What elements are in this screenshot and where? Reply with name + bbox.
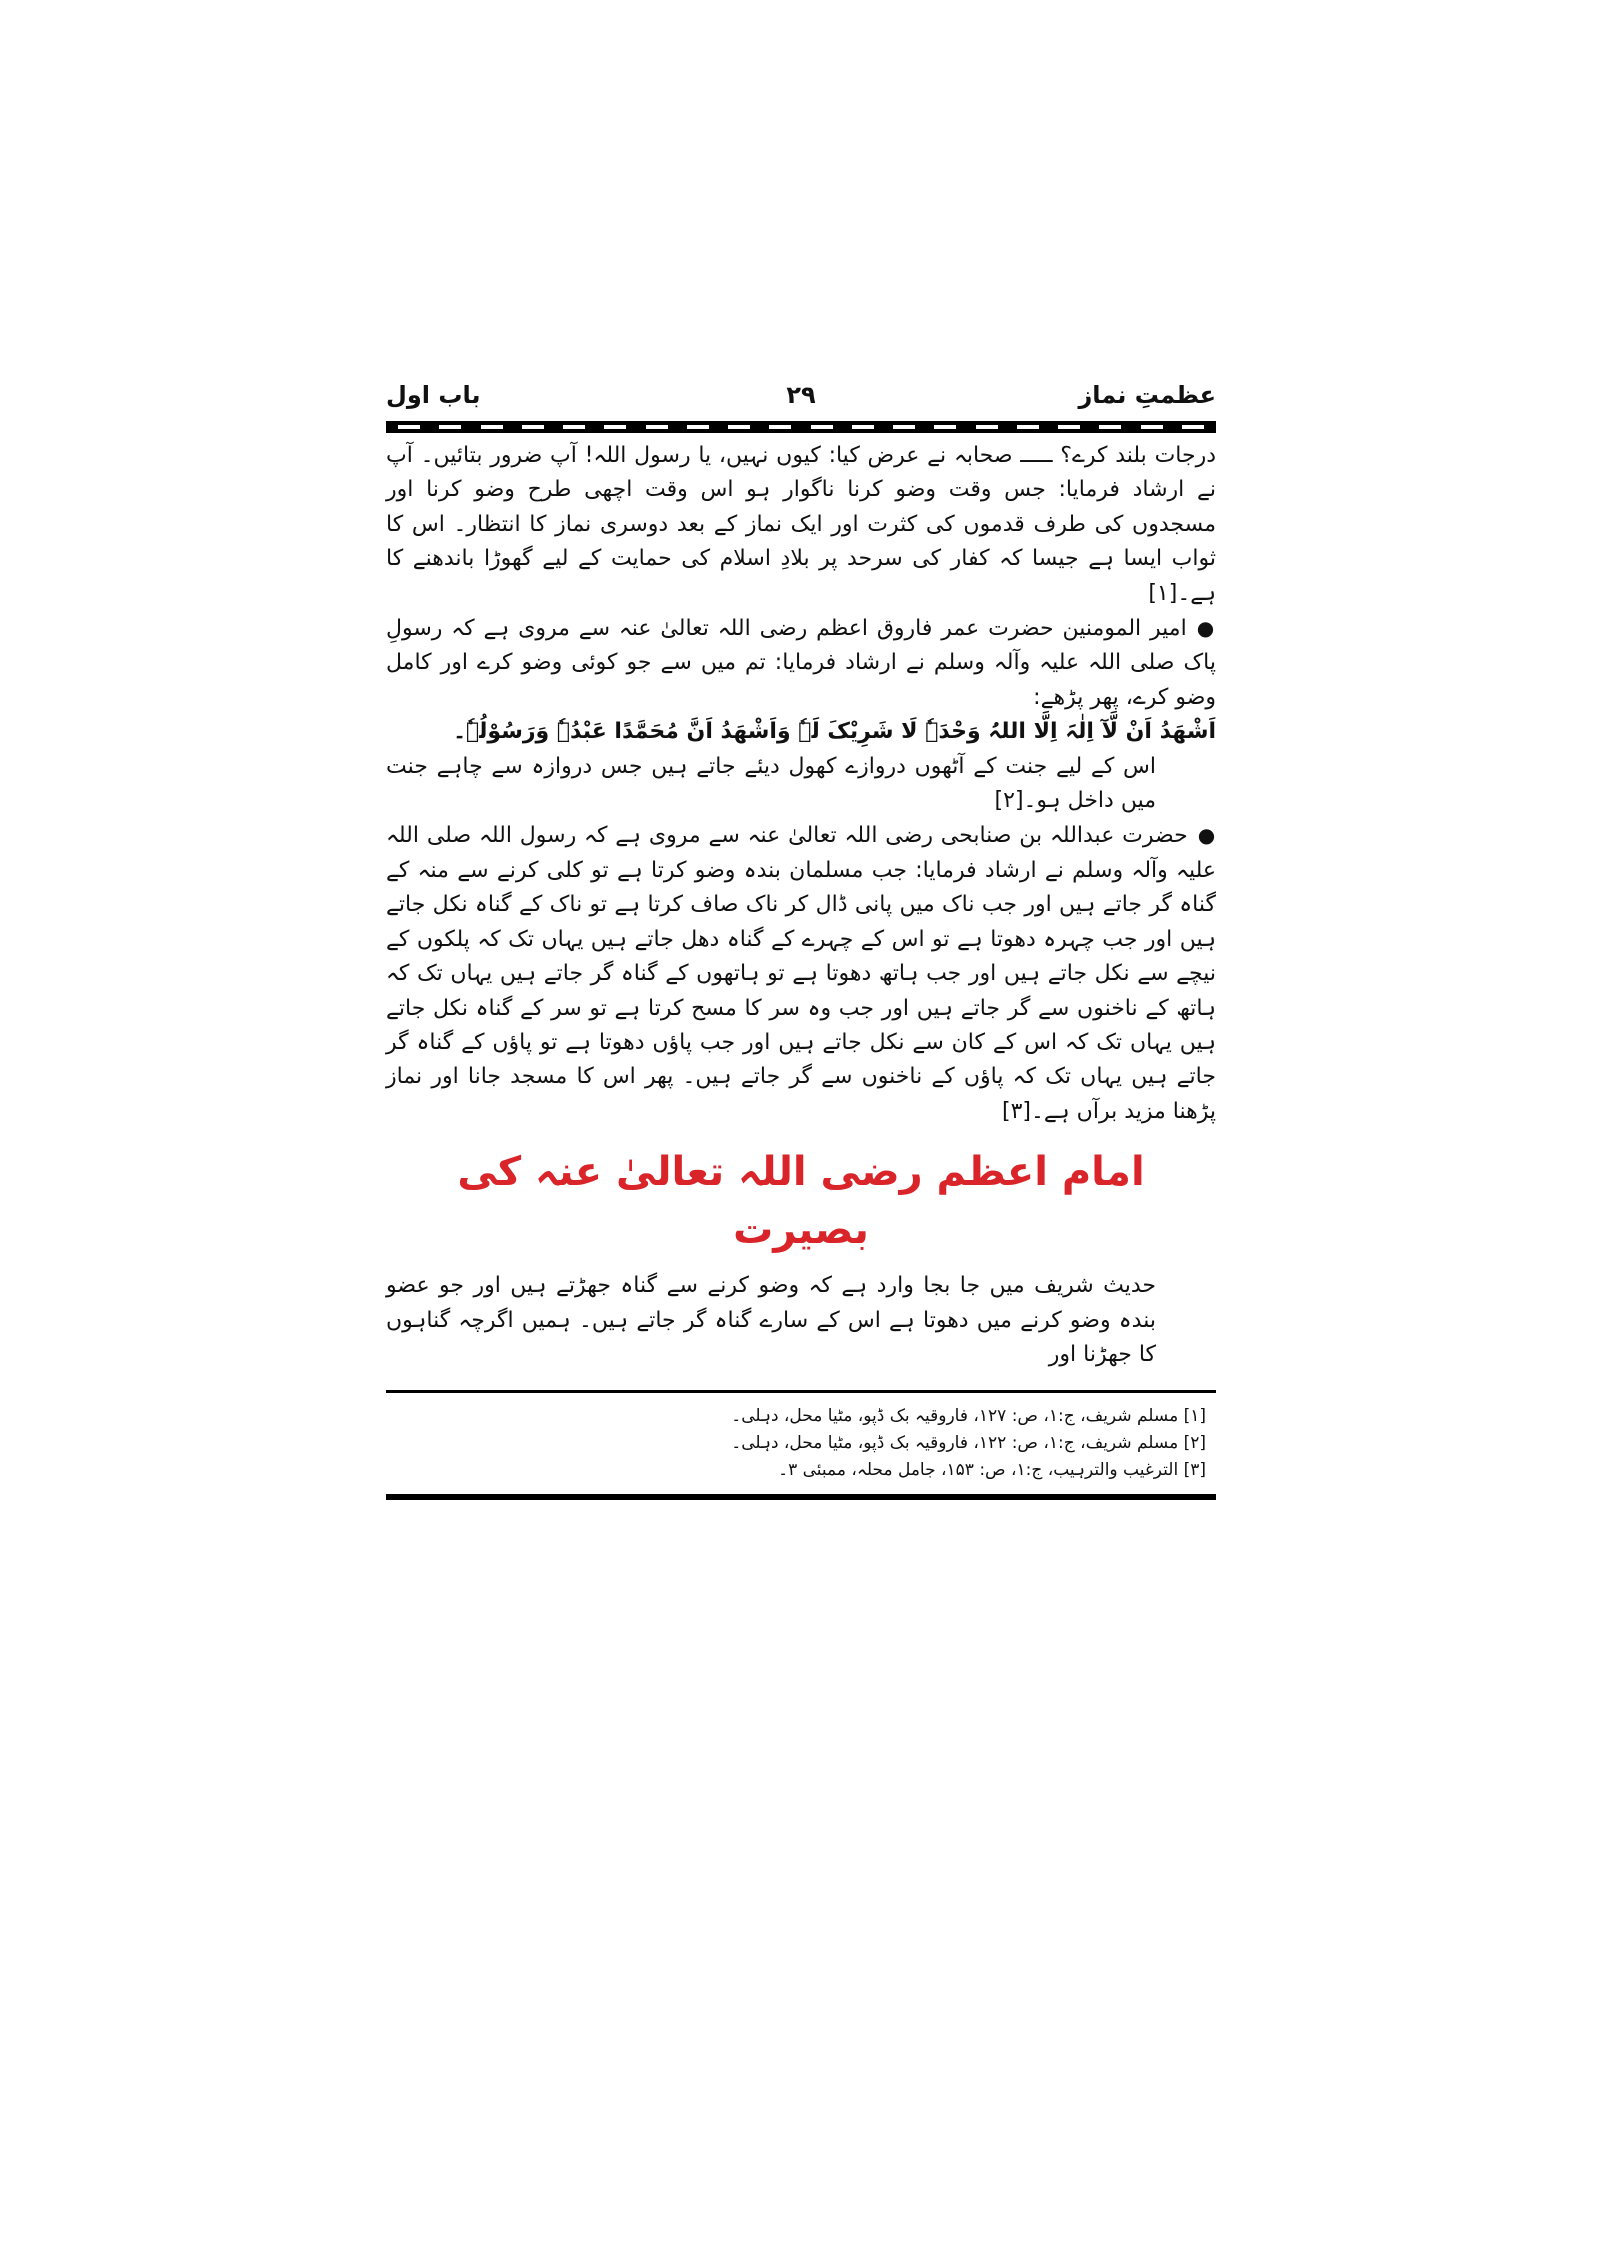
paragraph: درجات بلند کرے؟ ـــــ صحابہ نے عرض کیا: کیوں نہیں، یا رسول اللہ! آپ ضرور بتائیں۔ آپ نے ارشاد فرمایا: جس وقت وضو کرنا ناگوار ہو اس وقت اچھی طرح وضو کرنا اور مسجدوں کی طرف قدموں کی کثرت اور ایک نماز کے بعد دوسری نماز کا انتظار۔ اس کا ثواب ایسا ہے جیسا کہ کفار کی سرحد پر بلادِ اسلام کی حمایت کے لیے گھوڑا باندھنے کا ہے۔[۱]: [386, 443, 1216, 606]
paragraph: اس کے لیے جنت کے آٹھوں دروازے کھول دیئے جاتے ہیں جس دروازہ سے چاہے جنت میں داخل ہو۔[۲]: [386, 753, 1156, 814]
paragraph: حدیث شریف میں جا بجا وارد ہے کہ وضو کرنے سے گناہ جھڑتے ہیں اور جو عضو بندہ وضو کرنے میں دھوتا ہے اس کے سارے گناہ گر جاتے ہیں۔ ہمیں اگرچہ گناہوں کا جھڑنا اور: [386, 1273, 1156, 1367]
page-header: [386, 375, 1216, 419]
footnote: [۱] مسلم شریف، ج:۱، ص: ۱۲۷، فاروقیہ بک ڈپو، مٹیا محل، دہلی۔: [731, 1406, 1206, 1427]
book-page: [386, 375, 1216, 1500]
section-text: [386, 1269, 1216, 1372]
book-title: عظمتِ نماز: [1078, 381, 1216, 409]
bullet-paragraph: ● امیر المومنین حضرت عمر فاروق اعظم رضی اللہ تعالیٰ عنہ سے مروی ہے کہ رسولِ پاک صلی اللہ علیہ وآلہ وسلم نے ارشاد فرمایا: تم میں سے جو کوئی وضو کرے اور کامل وضو کرے، پھر پڑھے:: [386, 611, 1216, 715]
footnote: [۳] الترغیب والترہیب، ج:۱، ص: ۱۵۳، جامل محلہ، ممبئی ۳۔: [778, 1460, 1206, 1481]
bottom-rule: [386, 1494, 1216, 1500]
chapter-title: باب اول: [386, 381, 481, 409]
footnote-separator: [386, 1390, 1216, 1393]
body-text: [386, 439, 1216, 1129]
bullet-paragraph: ● حضرت عبداللہ بن صنابحی رضی اللہ تعالیٰ عنہ سے مروی ہے کہ رسول اللہ صلی اللہ علیہ وآلہ وسلم نے ارشاد فرمایا: جب مسلمان بندہ وضو کرتا ہے تو کلی کرنے سے منہ کے گناہ گر جاتے ہیں اور جب ناک میں پانی ڈال کر ناک صاف کرتا ہے تو ناک کے گناہ نکل جاتے ہیں اور جب چہرہ دھوتا ہے تو اس کے چہرے کے گناہ دھل جاتے ہیں یہاں تک کہ پلکوں کے نیچے سے نکل جاتے ہیں اور جب ہاتھ دھوتا ہے تو ہاتھوں کے گناہ گر جاتے ہیں یہاں تک کہ ہاتھ کے ناخنوں سے گر جاتے ہیں اور جب وہ سر کا مسح کرتا ہے تو سر کے گناہ نکل جاتے ہیں یہاں تک کہ اس کے کان سے نکل جاتے ہیں اور جب پاؤں دھوتا ہے تو پاؤں کے گناہ گر جاتے ہیں یہاں تک کہ پاؤں کے ناخنوں سے گر جاتے ہیں۔ پھر اس کا مسجد جانا اور نماز پڑھنا مزید برآں ہے۔[۳]: [386, 818, 1216, 1129]
arabic-supplication: اَشْھَدُ اَنْ لَّآ اِلٰہَ اِلَّا اللہُ وَحْدَہٗ لَا شَرِیْکَ لَہٗ وَاَشْھَدُ اَنَّ مُحَمَّدًا عَبْدُہٗ وَرَسُوْلُہٗ۔: [453, 719, 1216, 745]
footnotes: [386, 1403, 1216, 1484]
footnote: [۲] مسلم شریف، ج:۱، ص: ۱۲۲، فاروقیہ بک ڈپو، مٹیا محل، دہلی۔: [731, 1433, 1206, 1454]
header-dashed-rule: [386, 421, 1216, 433]
section-heading: امام اعظم رضی اللہ تعالیٰ عنہ کی بصیرت: [457, 1149, 1145, 1254]
page-number: ۲۹: [786, 381, 816, 409]
